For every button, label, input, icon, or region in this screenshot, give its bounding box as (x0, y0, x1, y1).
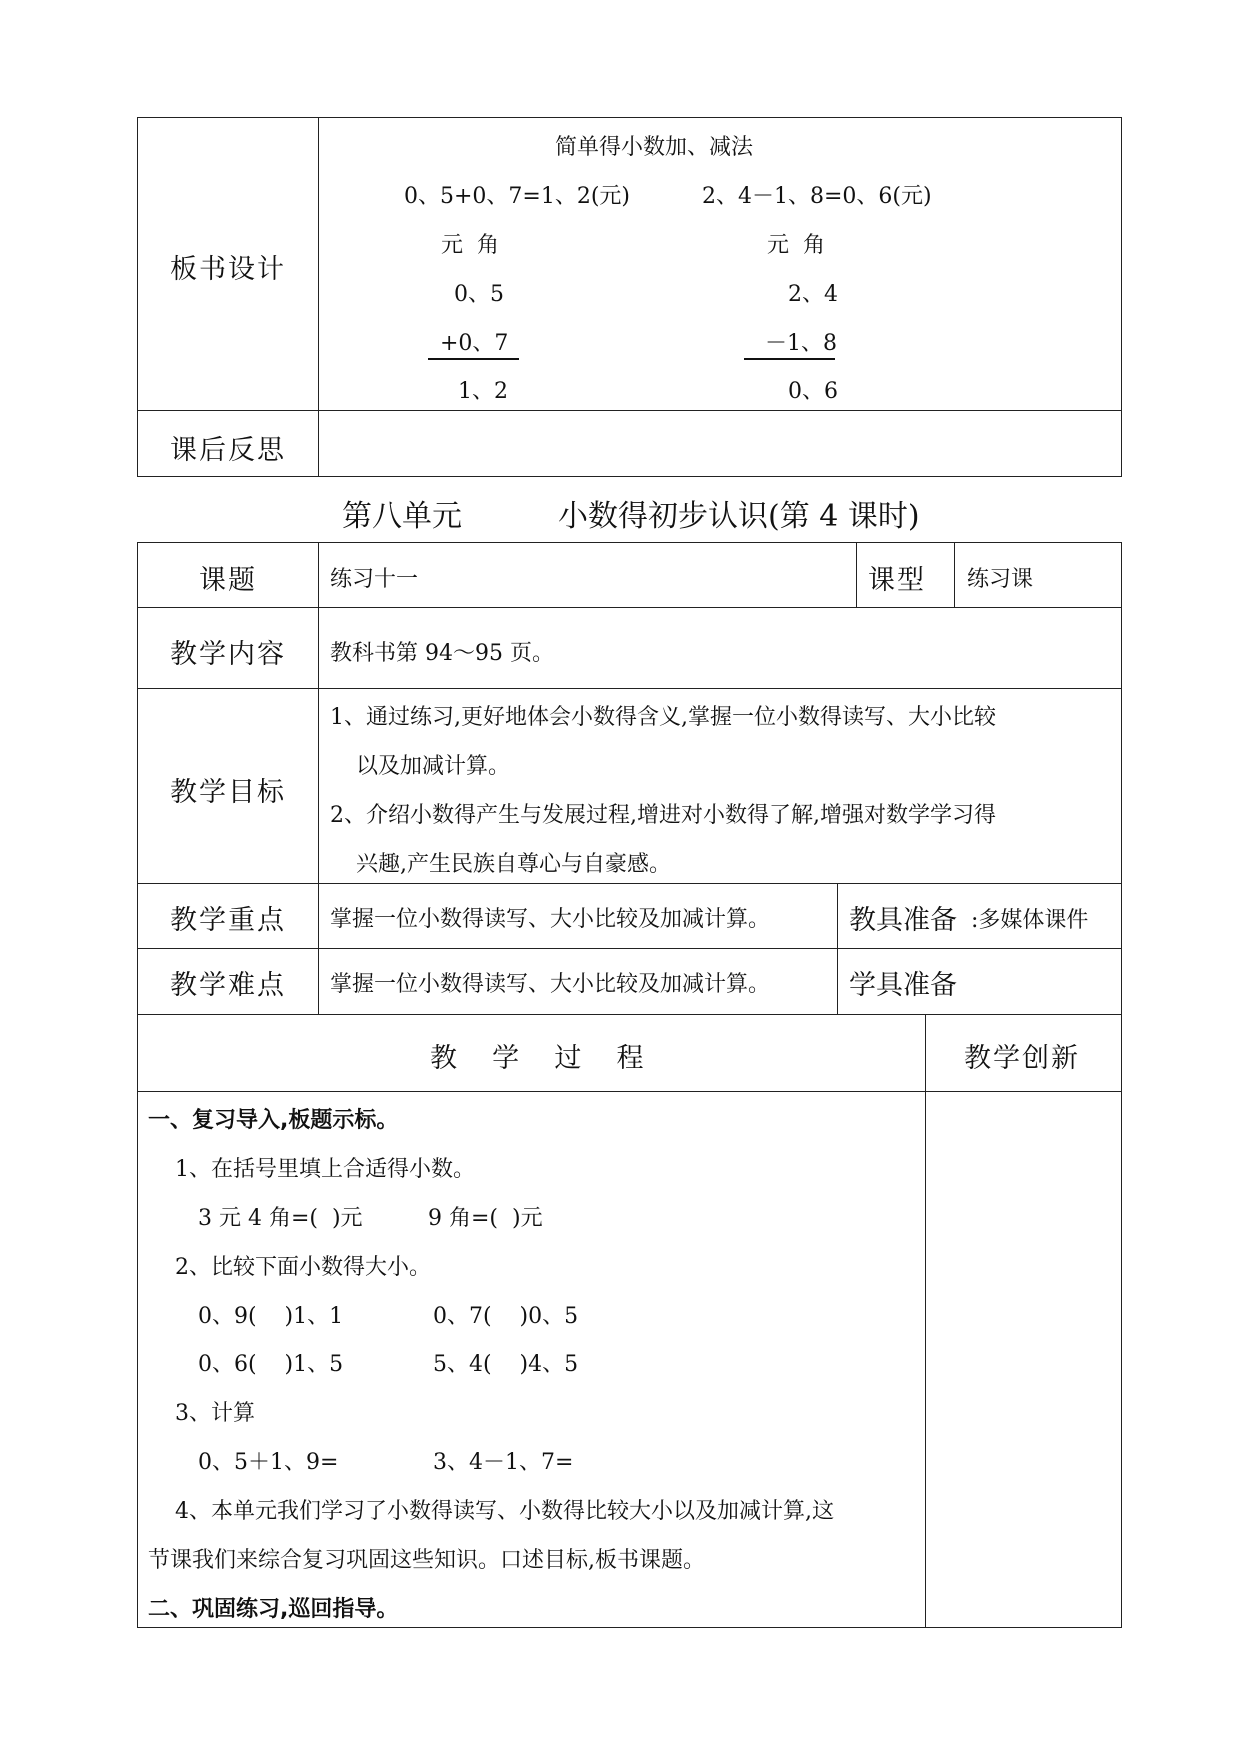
board-add-operand-2: +0、7 (440, 331, 509, 356)
item-1-a: 3 元 4 角=( )元 (198, 1206, 363, 1231)
reflection-label: 课后反思 (170, 435, 286, 466)
item-1-b: 9 角=( )元 (428, 1206, 543, 1231)
board-sub-operand-1: 2、4 (788, 282, 838, 307)
item-4-line-1: 4、本单元我们学习了小数得读写、小数得比较大小以及加减计算,这 (175, 1499, 834, 1524)
teaching-tools-label: 教具准备 (849, 905, 957, 936)
item-1: 1、在括号里填上合适得小数。 (175, 1157, 475, 1182)
board-add-result: 1、2 (458, 379, 508, 404)
compare-2: 0、7( )0、5 (433, 1304, 579, 1329)
calc-2: 3、4－1、7= (433, 1450, 574, 1475)
compare-4: 5、4( )4、5 (433, 1352, 579, 1377)
row-divider-topic (137, 607, 1122, 608)
topic-value: 练习十一 (330, 567, 419, 592)
goal-1-line-1: 1、通过练习,更好地体会小数得含义,掌握一位小数得读写、大小比较 (330, 705, 996, 730)
item-3: 3、计算 (175, 1401, 255, 1426)
label-column-divider (318, 542, 319, 1014)
process-header: 教 学 过 程 (430, 1043, 650, 1074)
key-points-label: 教学重点 (170, 905, 286, 936)
board-add-rule (428, 358, 519, 360)
board-equation-sub: 2、4－1、8=0、6(元) (702, 184, 932, 209)
row-divider-goals (137, 883, 1122, 884)
topic-label: 课题 (199, 565, 257, 596)
lesson-type-value: 练习课 (967, 567, 1034, 592)
lesson-type-label: 课型 (868, 565, 926, 596)
compare-3: 0、6( )1、5 (198, 1352, 344, 1377)
board-design-table (137, 117, 1122, 477)
row-divider-process-header (137, 1091, 1122, 1092)
goal-1-line-2: 以及加减计算。 (356, 754, 511, 779)
key-points-value: 掌握一位小数得读写、大小比较及加减计算。 (330, 907, 771, 932)
board-sub-result: 0、6 (788, 379, 838, 404)
goal-2-line-2: 兴趣,产生民族自尊心与自豪感。 (356, 852, 671, 877)
goal-2-line-1: 2、介绍小数得产生与发展过程,增进对小数得了解,增强对数学学习得 (330, 803, 996, 828)
goals-label: 教学目标 (170, 777, 286, 808)
topic-type-divider (856, 542, 857, 607)
difficulty-label: 教学难点 (170, 970, 286, 1001)
row-divider-key (137, 948, 1122, 949)
calc-1: 0、5＋1、9= (198, 1450, 339, 1475)
compare-1: 0、9( )1、1 (198, 1304, 344, 1329)
board-units-add: 元 角 (441, 233, 499, 258)
teaching-tools-value: :多媒体课件 (971, 908, 1089, 933)
difficulty-value: 掌握一位小数得读写、大小比较及加减计算。 (330, 972, 771, 997)
process-innovation-divider (925, 1014, 926, 1628)
board-add-operand-1: 0、5 (454, 282, 504, 307)
board-sub-rule (744, 358, 835, 360)
board-heading: 简单得小数加、减法 (555, 135, 754, 160)
board-units-sub: 元 角 (767, 233, 825, 258)
type-value-divider (954, 542, 955, 607)
board-table-divider (318, 117, 319, 477)
board-equation-add: 0、5+0、7=1、2(元) (404, 184, 631, 209)
row-divider-content (137, 688, 1122, 689)
board-table-row-divider (137, 410, 1122, 411)
item-4-line-2: 节课我们来综合复习巩固这些知识。口述目标,板书课题。 (148, 1548, 705, 1573)
item-2: 2、比较下面小数得大小。 (175, 1255, 431, 1280)
unit-title-left: 第八单元 (342, 499, 462, 534)
section-1-heading: 一、复习导入,板题示标。 (148, 1108, 399, 1133)
board-design-label: 板书设计 (170, 254, 286, 285)
content-label: 教学内容 (170, 639, 286, 670)
innovation-header: 教学创新 (964, 1043, 1080, 1074)
row-divider-difficulty (137, 1014, 1122, 1015)
key-tools-divider (837, 883, 838, 1014)
unit-title-right: 小数得初步认识(第 4 课时) (558, 499, 920, 534)
board-sub-operand-2: －1、8 (765, 331, 837, 356)
content-value: 教科书第 94～95 页。 (330, 641, 554, 666)
student-prep-label: 学具准备 (849, 970, 957, 1001)
section-2-heading: 二、巩固练习,巡回指导。 (148, 1597, 399, 1622)
